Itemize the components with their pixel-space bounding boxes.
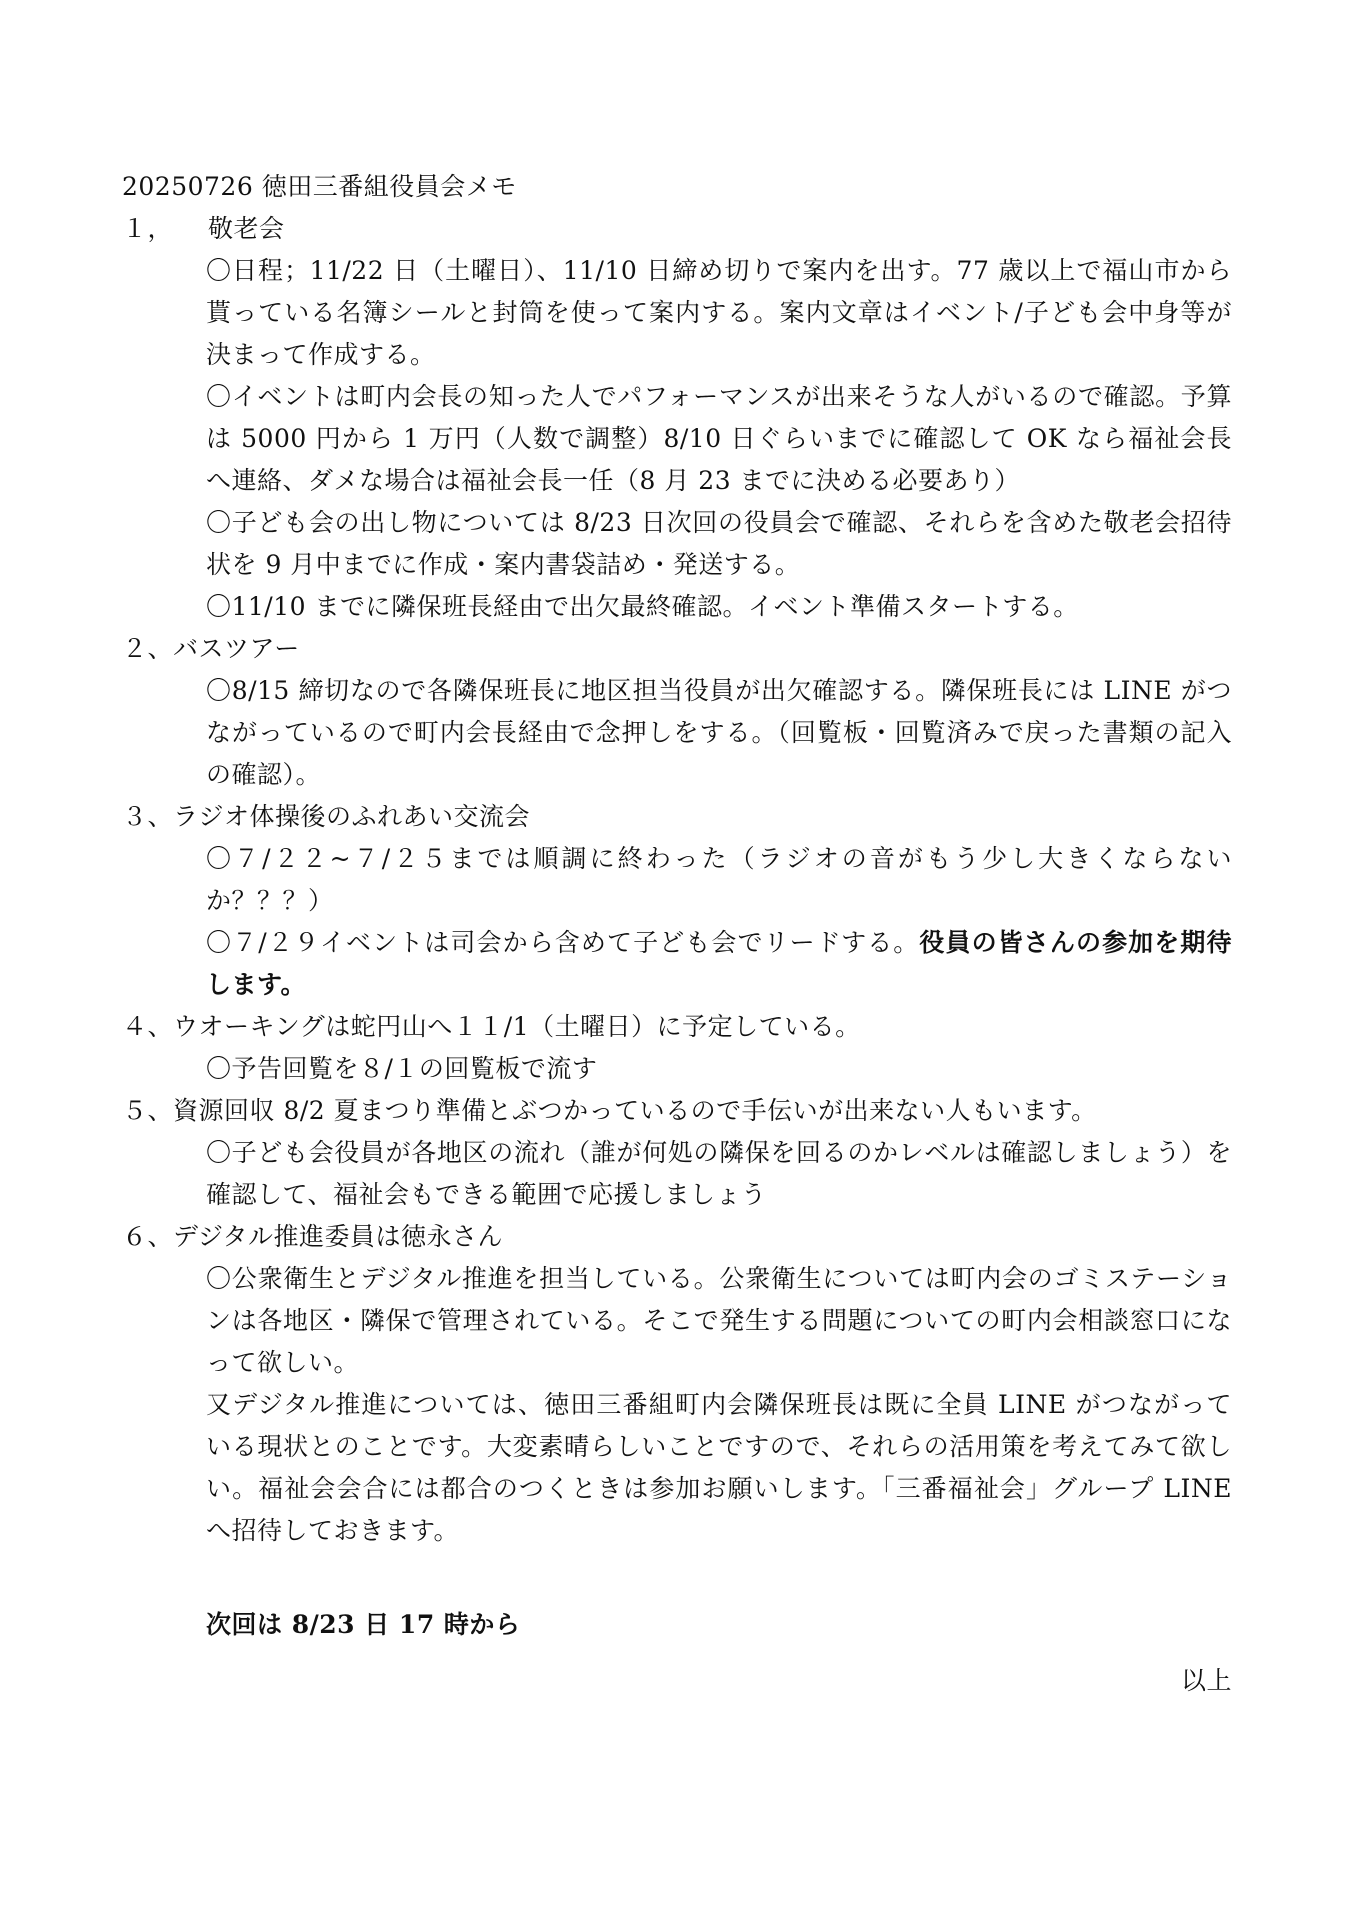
emphasis-text: 役員の皆さんの参加を期待します。 xyxy=(206,928,1232,999)
memo-body xyxy=(122,166,1232,1702)
section-heading xyxy=(122,1090,1232,1132)
section-number: ４、 xyxy=(122,1012,174,1041)
paragraph: 〇公衆衛生とデジタル推進を担当している。公衆衛生については町内会のゴミステーションは各地区・隣保で管理されている。そこで発生する問題についての町内会相談窓口になって欲しい。 xyxy=(206,1264,1232,1377)
paragraph: 〇8/15 締切なので各隣保班長に地区担当役員が出欠確認する。隣保班長には LINE がつながっているので町内会長経由で念押しをする。（回覧板・回覧済みで戻った書類の記入の確認）。 xyxy=(206,676,1232,789)
section-title: 敬老会 xyxy=(208,214,285,243)
section-title: 資源回収 8/2 夏まつり準備とぶつかっているので手伝いが出来ない人もいます。 xyxy=(173,1096,1097,1125)
section-digital xyxy=(122,1216,1232,1552)
paragraph: 〇11/10 までに隣保班長経由で出欠最終確認。イベント準備スタートする。 xyxy=(206,592,1079,621)
section-number: ３、 xyxy=(122,802,174,831)
paragraph: 〇子ども会役員が各地区の流れ（誰が何処の隣保を回るのかレベルは確認しましょう）を確認して、福祉会もできる範囲で応援しましょう xyxy=(206,1138,1232,1209)
paragraph: 〇７/２２~７/２５までは順調に終わった（ラジオの音がもう少し大きくならないか？？？） xyxy=(206,844,1232,915)
section-heading xyxy=(122,1216,1232,1258)
paragraph: 〇子ども会の出し物については 8/23 日次回の役員会で確認、それらを含めた敬老会招待状を 9 月中までに作成・案内書袋詰め・発送する。 xyxy=(206,508,1232,579)
memo-title: 20250726 徳田三番組役員会メモ xyxy=(122,172,517,201)
section-bus-tour xyxy=(122,628,1232,796)
paragraph-with-emphasis xyxy=(206,922,1232,1006)
paragraph: 又デジタル推進については、徳田三番組町内会隣保班長は既に全員 LINE がつながっている現状とのことです。大変素晴らしいことですので、それらの活用策を考えてみて欲しい。福祉会会合には都合のつくときは参加お願いします。「三番福祉会」グループ LINE へ招待しておきます。 xyxy=(206,1390,1232,1545)
paragraph-text: 〇７/２９イベントは司会から含めて子ども会でリードする。 xyxy=(206,928,920,957)
section-number: ６、 xyxy=(122,1222,174,1251)
section-heading xyxy=(122,628,1232,670)
section-title: デジタル推進委員は徳永さん xyxy=(173,1222,504,1251)
next-meeting: 次回は 8/23 日 17 時から xyxy=(206,1610,521,1639)
section-title: ラジオ体操後のふれあい交流会 xyxy=(173,802,531,831)
section-heading xyxy=(122,208,1232,250)
section-radio-exercise xyxy=(122,796,1232,1006)
section-heading xyxy=(122,1006,1232,1048)
section-title: バスツアー xyxy=(173,634,300,663)
section-number: ５、 xyxy=(122,1096,174,1125)
section-walking xyxy=(122,1006,1232,1090)
section-number: １， xyxy=(122,214,174,243)
paragraph: 〇予告回覧を８/１の回覧板で流す xyxy=(206,1054,598,1083)
paragraph: 〇日程；11/22 日（土曜日）、11/10 日締め切りで案内を出す。77 歳以上で福山市から貰っている名簿シールと封筒を使って案内する。案内文章はイベント/子ども会中身等が決まって作成する。 xyxy=(206,256,1232,369)
section-keirokai xyxy=(122,208,1232,628)
paragraph: 〇イベントは町内会長の知った人でパフォーマンスが出来そうな人がいるので確認。予算は 5000 円から 1 万円（人数で調整）8/10 日ぐらいまでに確認して OK なら福祉会長へ連絡、ダメな場合は福祉会長一任（8 月 23 までに決める必要あり） xyxy=(206,382,1232,495)
closing-mark: 以上 xyxy=(1180,1666,1232,1695)
section-number: ２、 xyxy=(122,634,174,663)
section-title: ウオーキングは蛇円山へ１１/1（土曜日）に予定している。 xyxy=(173,1012,861,1041)
section-recycling xyxy=(122,1090,1232,1216)
section-heading xyxy=(122,796,1232,838)
